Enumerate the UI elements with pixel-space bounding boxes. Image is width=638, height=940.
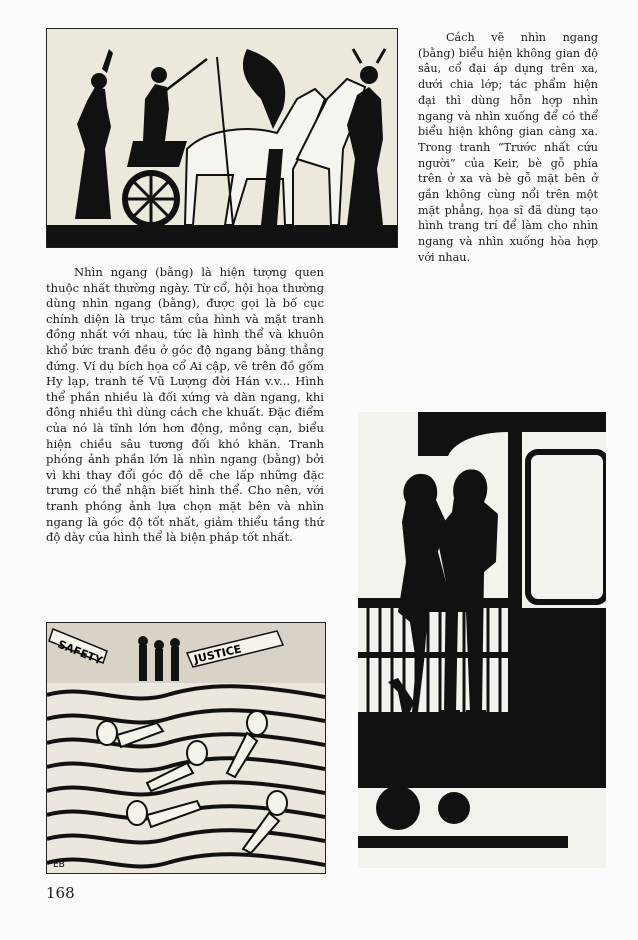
left-column-text xyxy=(46,265,324,546)
woodcut-rescue-figure xyxy=(46,622,326,874)
greek-chariot-figure xyxy=(46,28,398,248)
woodcut-initials: EB xyxy=(53,860,65,870)
woodcut-rescue-illustration xyxy=(47,623,325,873)
train-couple-figure xyxy=(358,412,606,868)
page-number: 168 xyxy=(46,884,75,902)
left-paragraph: Nhìn ngang (bằng) là hiện tượng quen thuộc nhất thường ngày. Từ cổ, hội họa thường dùng nhìn ngang (bằng), được gọi là bố cục chính diện là trục tâm của hình và mặt tranh đồng nhất với nhau, tức là hình thể và khuôn khổ bức tranh đều ở góc độ ngang bằng thẳng đứng. Ví dụ bích họa cổ Ai cập, vẽ trên đồ gốm Hy lạp, tranh tế Vũ Lượng đời Hán v.v... Hình thể phần nhiều là đối xứng và dàn ngang, khi đông nhiều thì dùng cách che khuất. Đặc điểm của nó là tĩnh lớn hơn động, mỏng cạn, biểu hiện chiều sâu tương đối khó khăn. Tranh phóng ảnh phần lớn là nhìn ngang (bằng) bởi vì khi thay đổi góc độ dễ che lấp những đặc trưng có thể nhận biết hình thể. Cho nên, với tranh phóng ảnh lựa chọn mặt bên và nhìn ngang là góc độ tốt nhất, giảm thiểu tầng thứ độ dày của hình thể là biện pháp tốt nhất. xyxy=(46,265,324,545)
right-paragraph: Cách vẽ nhìn ngang (bằng) biểu hiện không gian độ sâu, cổ đại áp dụng trên xa, dưới chia lớp; tác phẩm hiện đại thì dùng hỗn hợp nhìn ngang và nhìn xuống để có thể biểu hiện không gian càng xa. Trong tranh “Trước nhất cứu người” của Keir, bè gỗ phía trên ở xa và bè gỗ mặt bên ở gần không cùng nổi trên một mặt phẳng, họa sĩ đã dùng tạo hình trang trí để làm cho nhìn ngang và nhìn xuống hòa hợp với nhau. xyxy=(418,31,598,264)
right-column-text xyxy=(418,30,598,266)
train-couple-illustration xyxy=(358,412,606,868)
banner-right-text: JUSTICE xyxy=(192,642,243,666)
greek-chariot-illustration xyxy=(47,29,397,247)
banner-left-text: SAFETY xyxy=(55,637,105,668)
